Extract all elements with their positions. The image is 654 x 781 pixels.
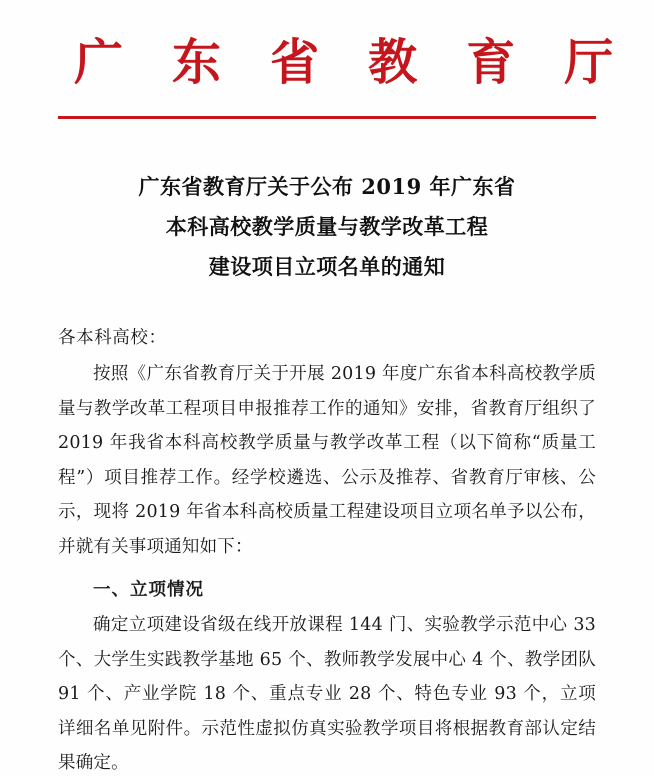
document-title (58, 167, 596, 287)
document-body (58, 321, 596, 781)
salutation: 各本科高校： (58, 328, 167, 349)
letterhead-organization: 广 东 省 教 育 厅 (74, 33, 630, 91)
document-title-line-2: 本科高校教学质量与教学改革工程 (165, 214, 489, 240)
letterhead-divider (58, 116, 596, 119)
document-title-line-3: 建设项目立项名单的通知 (208, 254, 446, 280)
letterhead (58, 0, 630, 119)
body-paragraph-1: 按照《广东省教育厅关于开展 2019 年度广东省本科高校教学质量与教学改革工程项目申报推荐工作的通知》安排，省教育厅组织了 2019 年我省本科高校教学质量与教学改革工程（以下简称“质量工程”）项目推荐工作。经学校遴选、公示及推荐、省教育厅审核、公示，现将 2019 年省本科高校质量工程建设项目立项名单予以公布，并就有关事项通知如下： (58, 364, 596, 557)
document-title-line-1: 广东省教育厅关于公布 2019 年广东省 (138, 174, 516, 200)
section-heading-1: 一、立项情况 (93, 580, 204, 601)
section-1-paragraph: 确定立项建设省级在线开放课程 144 门、实验教学示范中心 33 个、大学生实践教学基地 65 个、教师教学发展中心 4 个、教学团队 91 个、产业学院 18 个、重点专业 28 个、特色专业 93 个，立项详细名单见附件。示范性虚拟仿真实验教学项目将根据教育部认定结果确定。 (58, 615, 596, 774)
